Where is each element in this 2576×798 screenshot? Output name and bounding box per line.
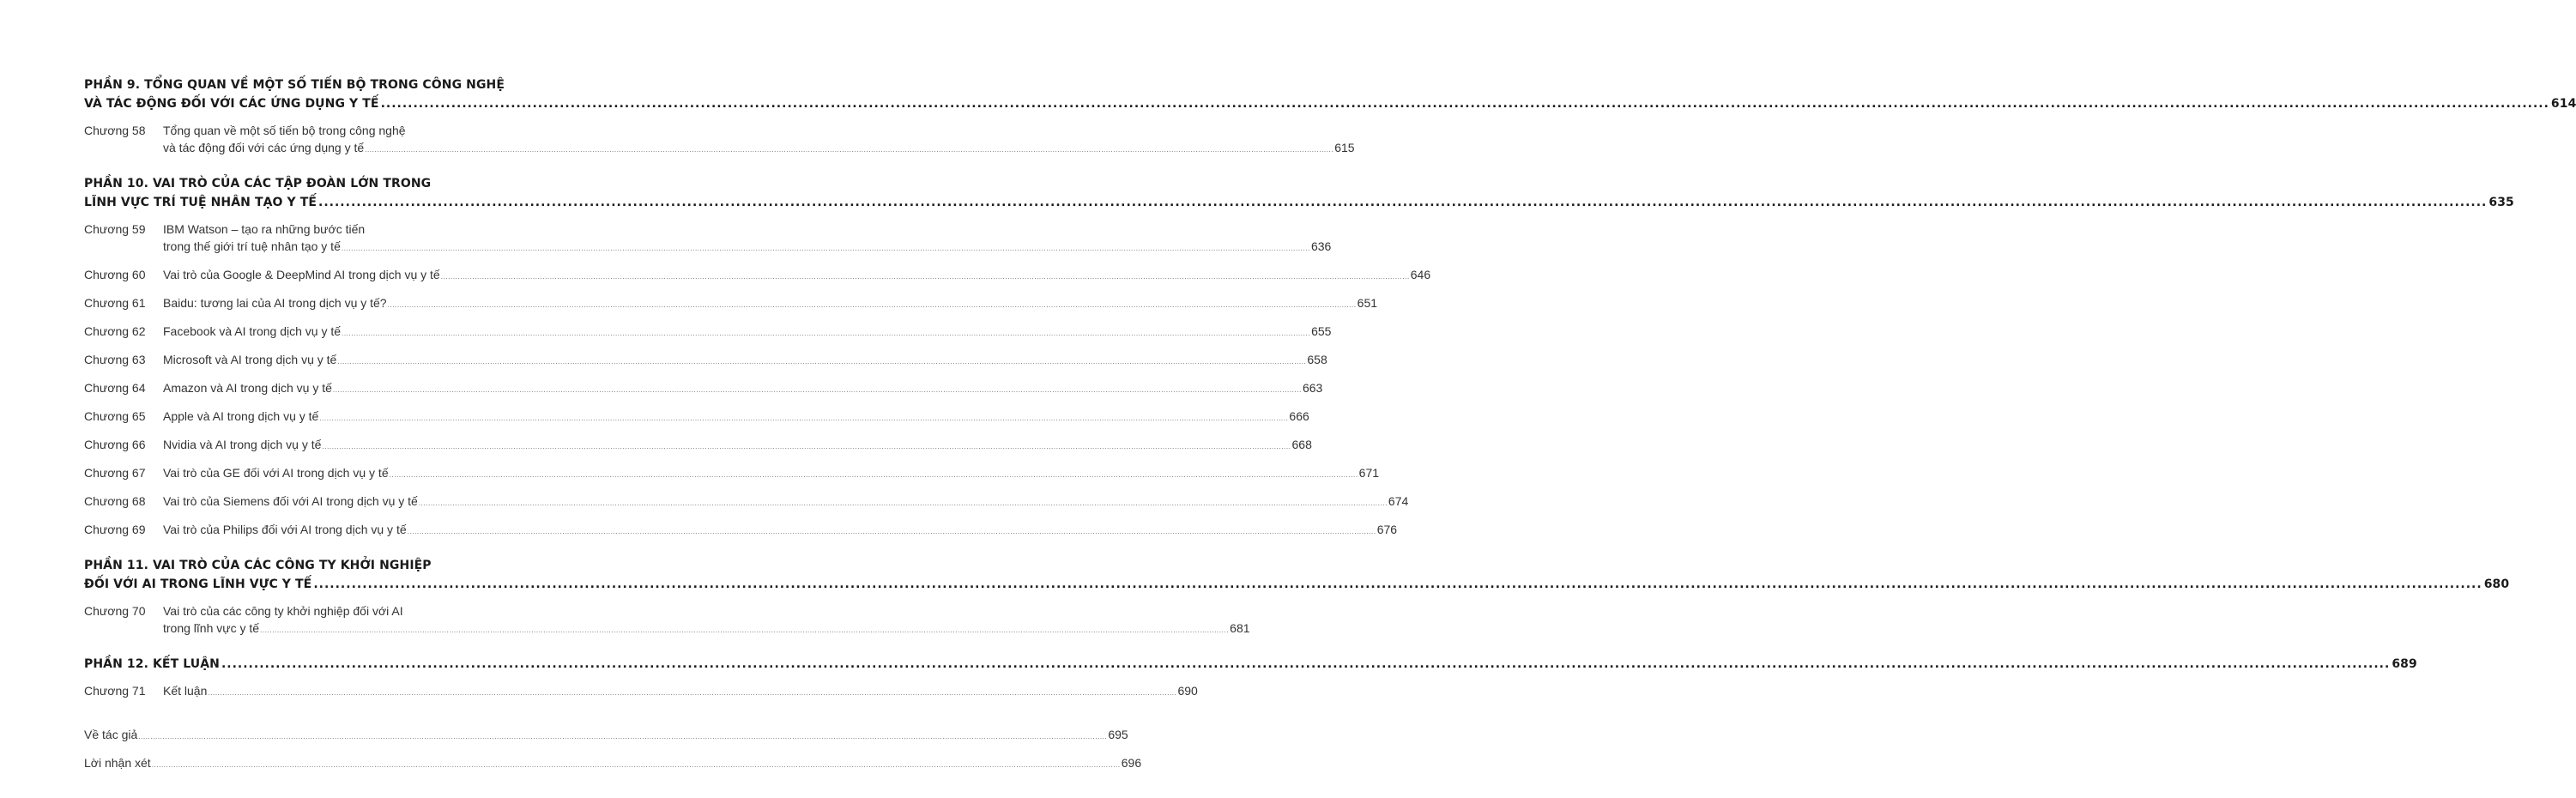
dot-leader: ................................................................................................................................................................................................................................................................................................................................................................................................................ <box>221 657 2391 671</box>
page-number: 696 <box>1121 756 1142 770</box>
part-title-line: ĐỐI VỚI AI TRONG LĨNH VỰC Y TẾ <box>84 577 312 591</box>
chapter-label: Chương 71 <box>84 684 146 698</box>
dot-leader: ................................................................................................................................................................................................................................................................................................................................................................................................................ <box>407 528 1376 535</box>
back-matter-title: Về tác giả <box>84 728 138 741</box>
chapter-title-text: và tác động đối với các ứng dụng y tế <box>163 141 365 154</box>
page-number: 635 <box>2488 196 2514 209</box>
page-number: 666 <box>1289 409 1309 423</box>
chapter-label: Chương 60 <box>84 268 146 281</box>
chapter-label: Chương 59 <box>84 222 146 236</box>
chapter-label: Chương 65 <box>84 409 146 423</box>
page-number: 674 <box>1388 494 1409 508</box>
page-number: 651 <box>1357 296 1378 310</box>
chapter-title-line <box>163 521 1397 541</box>
part-title-entry[interactable] <box>84 193 2514 212</box>
page-number: 655 <box>1311 324 1332 338</box>
chapter-entry[interactable] <box>84 493 1409 512</box>
chapter-title-line <box>163 620 1250 639</box>
chapter-title-line <box>163 139 1355 159</box>
page-number: 663 <box>1302 381 1323 395</box>
chapter-title-text: Microsoft và AI trong dịch vụ y tế <box>163 353 337 366</box>
part-title <box>84 655 2417 674</box>
chapter-entry[interactable] <box>84 294 1378 314</box>
chapter-title <box>163 464 1379 484</box>
part-title <box>84 556 2510 594</box>
dot-leader: ................................................................................................................................................................................................................................................................................................................................................................................................................ <box>440 273 1410 281</box>
chapter-title-line <box>163 351 1327 371</box>
page-number: 615 <box>1334 141 1355 154</box>
dot-leader: ................................................................................................................................................................................................................................................................................................................................................................................................................ <box>332 386 1302 394</box>
chapter-title <box>163 351 1327 371</box>
chapter-title-text: Vai trò của Philips đối với AI trong dịch vụ y tế <box>163 523 407 536</box>
dot-leader: ................................................................................................................................................................................................................................................................................................................................................................................................................ <box>313 577 2482 591</box>
dot-leader: ................................................................................................................................................................................................................................................................................................................................................................................................................ <box>318 196 2488 209</box>
chapter-label: Chương 70 <box>84 604 146 618</box>
page-number: 636 <box>1310 239 1332 253</box>
dot-leader: ................................................................................................................................................................................................................................................................................................................................................................................................................ <box>387 301 1357 309</box>
chapter-label: Chương 61 <box>84 296 146 310</box>
page-number: 695 <box>1108 728 1128 741</box>
chapter-entry[interactable] <box>84 682 1198 702</box>
dot-leader: ................................................................................................................................................................................................................................................................................................................................................................................................................ <box>151 761 1121 769</box>
dot-leader: ................................................................................................................................................................................................................................................................................................................................................................................................................ <box>418 499 1388 507</box>
page-number: 668 <box>1291 438 1312 451</box>
chapter-entry[interactable] <box>84 266 1431 286</box>
chapter-entry[interactable] <box>84 602 1250 639</box>
chapter-label: Chương 64 <box>84 381 146 395</box>
dot-leader: ................................................................................................................................................................................................................................................................................................................................................................................................................ <box>319 414 1289 422</box>
chapter-title-text: Kết luận <box>163 684 208 698</box>
page-number: 676 <box>1376 523 1398 536</box>
dot-leader: ................................................................................................................................................................................................................................................................................................................................................................................................................ <box>322 443 1291 450</box>
dot-leader: ................................................................................................................................................................................................................................................................................................................................................................................................................ <box>389 471 1358 479</box>
chapter-title-line <box>163 122 1355 139</box>
back-matter-entry[interactable] <box>84 726 1128 746</box>
chapter-entry[interactable] <box>84 408 1309 427</box>
chapter-title-line <box>163 238 1331 257</box>
chapter-entry[interactable] <box>84 351 1327 371</box>
part-title-entry[interactable] <box>84 575 2510 594</box>
dot-leader: ................................................................................................................................................................................................................................................................................................................................................................................................................ <box>337 358 1307 366</box>
chapter-label: Chương 62 <box>84 324 146 338</box>
chapter-label: Chương 69 <box>84 523 146 536</box>
chapter-entry[interactable] <box>84 521 1398 541</box>
chapter-title <box>163 323 1331 342</box>
chapter-title-text: Apple và AI trong dịch vụ y tế <box>163 409 319 423</box>
part-title-line: LĨNH VỰC TRÍ TUỆ NHÂN TẠO Y TẾ <box>84 196 317 209</box>
chapter-entry[interactable] <box>84 436 1312 456</box>
chapter-title <box>163 122 1355 159</box>
back-matter-entry[interactable] <box>84 754 1142 774</box>
part-title-line: VÀ TÁC ĐỘNG ĐỐI VỚI CÁC ỨNG DỤNG Y TẾ <box>84 97 379 111</box>
part-title-entry[interactable] <box>84 655 2417 674</box>
page-number: 689 <box>2392 657 2417 671</box>
chapter-title <box>163 221 1331 257</box>
chapter-title <box>163 294 1377 314</box>
chapter-title-line <box>163 323 1331 342</box>
chapter-title <box>163 493 1408 512</box>
chapter-entry[interactable] <box>84 122 1355 159</box>
page-number: 646 <box>1410 268 1431 281</box>
chapter-entry[interactable] <box>84 221 1332 257</box>
chapter-title-text: Tổng quan về một số tiến bộ trong công nghệ <box>163 124 406 137</box>
page-number: 690 <box>1177 684 1198 698</box>
chapter-label: Chương 66 <box>84 438 146 451</box>
chapter-title-text: IBM Watson – tạo ra những bước tiến <box>163 222 366 236</box>
chapter-title <box>163 266 1430 286</box>
chapter-title <box>163 521 1397 541</box>
chapter-title-text: Facebook và AI trong dịch vụ y tế <box>163 324 342 338</box>
toc-part <box>84 655 2417 702</box>
chapter-title-text: trong thế giới trí tuệ nhân tạo y tế <box>163 239 341 253</box>
toc-part <box>84 174 2514 541</box>
page-number: 680 <box>2483 577 2510 591</box>
chapter-label: Chương 63 <box>84 353 146 366</box>
chapter-title-line <box>163 493 1408 512</box>
chapter-title-line <box>163 464 1379 484</box>
chapter-title-text: Amazon và AI trong dịch vụ y tế <box>163 381 332 395</box>
chapter-title-text: trong lĩnh vực y tế <box>163 621 260 635</box>
page-number: 614 <box>2550 97 2576 111</box>
chapter-title-text: Baidu: tương lai của AI trong dịch vụ y tế? <box>163 296 387 310</box>
toc-part <box>84 556 2510 639</box>
chapter-title <box>163 682 1198 702</box>
dot-leader: ................................................................................................................................................................................................................................................................................................................................................................................................................ <box>341 245 1310 252</box>
chapter-label: Chương 67 <box>84 466 146 480</box>
chapter-entry[interactable] <box>84 464 1380 484</box>
part-title <box>84 76 2576 113</box>
chapter-entry[interactable] <box>84 379 1323 399</box>
dot-leader: ................................................................................................................................................................................................................................................................................................................................................................................................................ <box>138 733 1108 741</box>
chapter-title-line <box>163 266 1430 286</box>
chapter-title-text: Vai trò của Google & DeepMind AI trong dịch vụ y tế <box>163 268 440 281</box>
chapter-title <box>163 602 1250 639</box>
table-of-contents <box>84 76 2576 774</box>
chapter-title-text: Vai trò của Siemens đối với AI trong dịch vụ y tế <box>163 494 418 508</box>
chapter-title <box>163 436 1312 456</box>
part-title <box>84 174 2514 212</box>
chapter-title <box>163 408 1309 427</box>
dot-leader: ................................................................................................................................................................................................................................................................................................................................................................................................................ <box>380 97 2549 111</box>
dot-leader: ................................................................................................................................................................................................................................................................................................................................................................................................................ <box>260 626 1230 634</box>
chapter-title-text: Vai trò của GE đối với AI trong dịch vụ y tế <box>163 466 389 480</box>
back-matter-title: Lời nhận xét <box>84 756 151 770</box>
part-title-line: PHẦN 11. VAI TRÒ CỦA CÁC CÔNG TY KHỞI NGHIỆP <box>84 559 432 572</box>
page-number: 681 <box>1230 621 1250 635</box>
chapter-title <box>163 379 1322 399</box>
part-title-entry[interactable] <box>84 94 2576 113</box>
part-title-line: PHẦN 10. VAI TRÒ CỦA CÁC TẬP ĐOÀN LỚN TRONG <box>84 177 432 190</box>
chapter-title-line <box>163 682 1198 702</box>
chapter-title-text: Nvidia và AI trong dịch vụ y tế <box>163 438 322 451</box>
chapter-title-line <box>163 379 1322 399</box>
chapter-entry[interactable] <box>84 323 1332 342</box>
chapter-title-line <box>163 294 1377 314</box>
chapter-title-line <box>163 602 1250 620</box>
dot-leader: ................................................................................................................................................................................................................................................................................................................................................................................................................ <box>365 146 1334 154</box>
toc-part <box>84 76 2576 159</box>
chapter-title-line <box>163 408 1309 427</box>
chapter-title-text: Vai trò của các công ty khởi nghiệp đối với AI <box>163 604 403 618</box>
dot-leader: ................................................................................................................................................................................................................................................................................................................................................................................................................ <box>208 689 1177 697</box>
dot-leader: ................................................................................................................................................................................................................................................................................................................................................................................................................ <box>342 329 1311 337</box>
page-number: 658 <box>1307 353 1327 366</box>
chapter-title-line <box>163 436 1312 456</box>
chapter-title-line <box>163 221 1331 238</box>
part-title-line: PHẦN 12. KẾT LUẬN <box>84 657 220 671</box>
part-title-line: PHẦN 9. TỔNG QUAN VỀ MỘT SỐ TIẾN BỘ TRONG CÔNG NGHỆ <box>84 78 505 92</box>
chapter-label: Chương 58 <box>84 124 146 137</box>
chapter-label: Chương 68 <box>84 494 146 508</box>
page-number: 671 <box>1358 466 1380 480</box>
